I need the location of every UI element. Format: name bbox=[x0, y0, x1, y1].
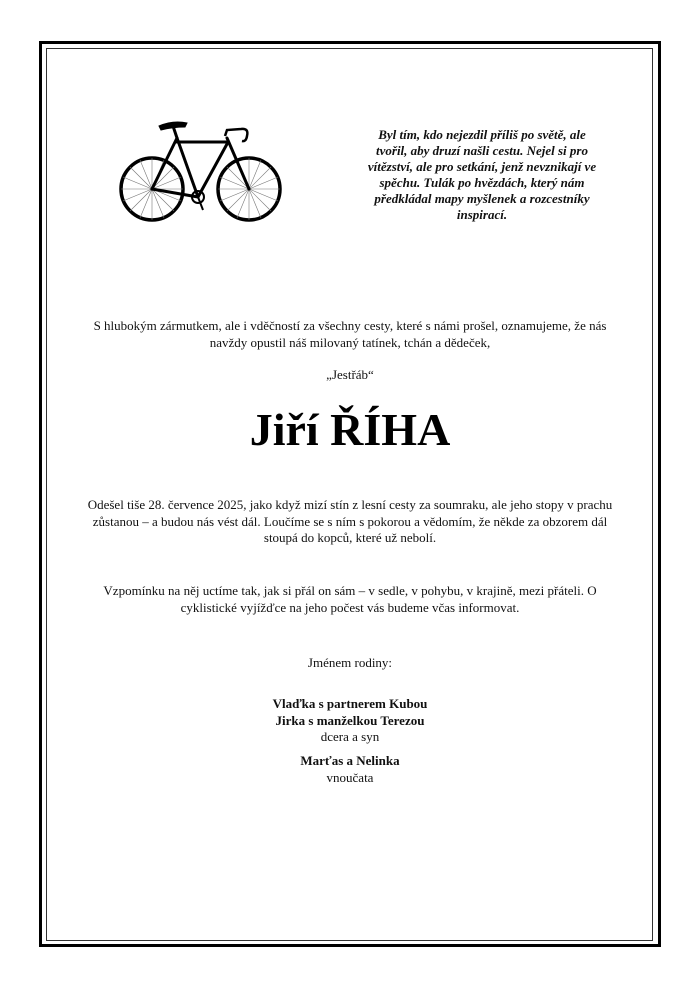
death-paragraph: Odešel tiše 28. července 2025, jako když mizí stín z lesní cesty za soumraku, ale jeho stopy v prachu zůstanou – a budou nás vést dál. Loučíme se s ním s pokorou a vědomím, že někde za obzorem dál stoupá do kopců, které už nebolí. bbox=[87, 497, 613, 545]
bicycle-icon bbox=[115, 114, 285, 224]
child-line-2: Jirka s manželkou Terezou bbox=[275, 712, 425, 728]
memorial-paragraph: Vzpomínku na něj uctíme tak, jak si přál on sám – v sedle, v pohybu, v krajině, mezi přáteli. O cyklistické vyjížďce na jeho počest vás budeme včas informovat. bbox=[103, 583, 597, 615]
grandchildren-block bbox=[80, 753, 620, 786]
children-block bbox=[80, 696, 620, 746]
family-label: Jménem rodiny: bbox=[307, 655, 393, 670]
grandchildren-relation: vnoučata bbox=[326, 769, 374, 785]
grandchildren-names: Marťas a Nelinka bbox=[300, 753, 400, 768]
intro-paragraph: S hlubokým zármutkem, ale i vděčností za všechny cesty, které s námi prošel, oznamujeme, že nás navždy opustil náš milovaný tatínek, tchán a dědeček, bbox=[93, 318, 607, 350]
children-relation: dcera a syn bbox=[320, 729, 380, 744]
deceased-name: Jiří ŘÍHA bbox=[249, 404, 451, 455]
motto-quote: Byl tím, kdo nejezdil příliš po světě, ale tvořil, aby druzí našli cestu. Nejel si pro vítězství, ale pro setkání, jenž nevznikají ve spěchu. Tulák po hvězdách, který nám předkládal mapy myšlenek a rozcestníky inspirací. bbox=[367, 127, 597, 222]
nickname: „Jestřáb“ bbox=[326, 367, 374, 382]
child-line-1: Vlaďka s partnerem Kubou bbox=[272, 696, 428, 711]
